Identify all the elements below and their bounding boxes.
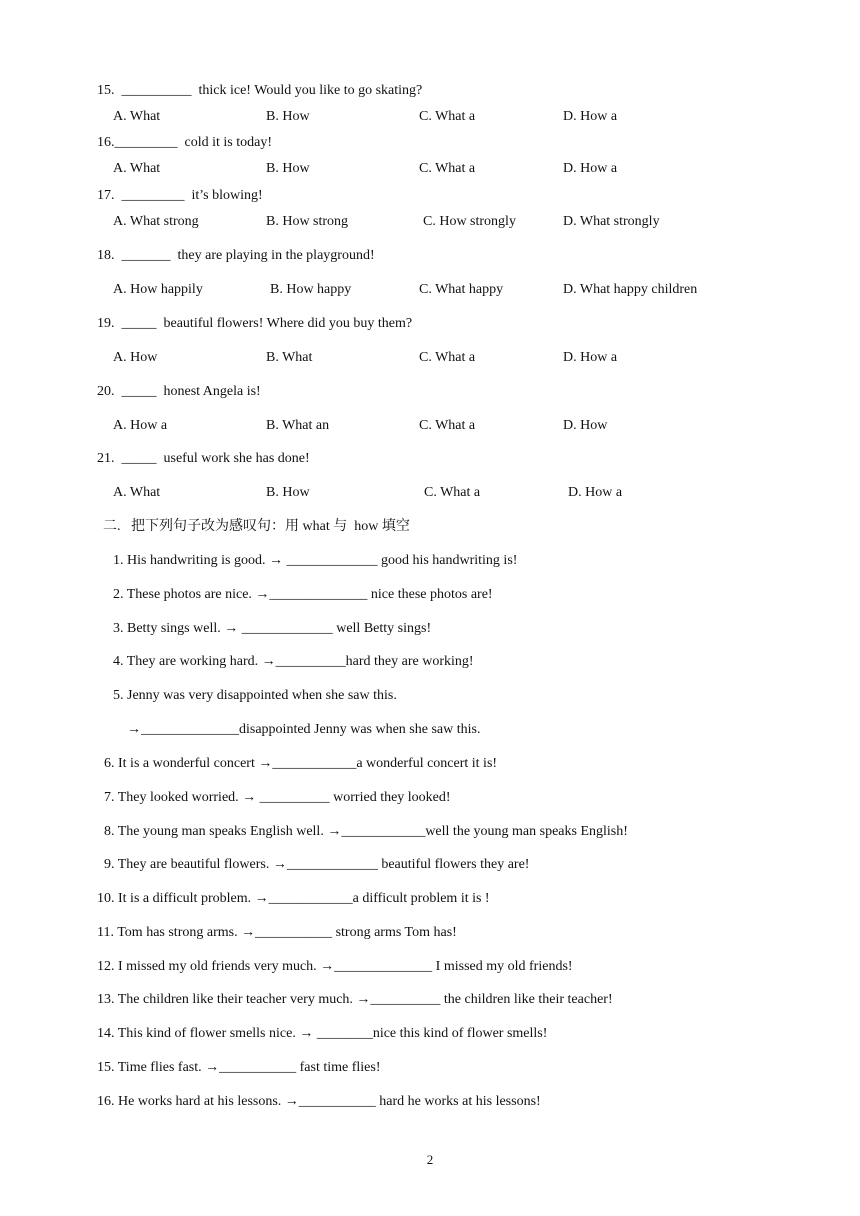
list-item: 6. It is a wonderful concert →____________a wonderful concert it is! (104, 756, 498, 771)
list-item: 1. His handwriting is good. → _____________ good his handwriting is! (113, 553, 518, 568)
option-c: C. How strongly (423, 214, 516, 229)
option-c: C. What a (424, 485, 481, 500)
question-stem: 21. _____ useful work she has done! (97, 451, 310, 466)
section-2-title: 二. 把下列句子改为感叹句：用 what 与 how 填空 (103, 519, 410, 534)
option-a: A. What strong (113, 214, 199, 229)
question-stem: 16._________ cold it is today! (97, 135, 272, 150)
option-d: D. What happy children (563, 282, 698, 297)
list-item: →______________disappointed Jenny was when she saw this. (127, 722, 481, 737)
option-b: B. How strong (266, 214, 349, 229)
question-stem: 15. __________ thick ice! Would you like to go skating? (97, 83, 423, 98)
option-d: D. How a (563, 161, 618, 176)
question-stem: 20. _____ honest Angela is! (97, 384, 261, 399)
list-item: 11. Tom has strong arms. →___________ strong arms Tom has! (97, 925, 457, 940)
option-b: B. How (266, 161, 310, 176)
option-d: D. What strongly (563, 214, 660, 229)
option-d: D. How a (568, 485, 623, 500)
list-item: 3. Betty sings well. → _____________ well Betty sings! (113, 621, 432, 636)
option-b: B. How (266, 485, 310, 500)
option-a: A. What (113, 485, 161, 500)
option-a: A. How a (113, 418, 168, 433)
option-c: C. What a (419, 161, 476, 176)
list-item: 14. This kind of flower smells nice. → ________nice this kind of flower smells! (97, 1026, 548, 1041)
question-stem: 18. _______ they are playing in the playground! (97, 248, 375, 263)
question-stem: 19. _____ beautiful flowers! Where did you buy them? (97, 316, 413, 331)
list-item: 2. These photos are nice. →______________ nice these photos are! (113, 587, 493, 602)
list-item: 15. Time flies fast. →___________ fast time flies! (97, 1060, 381, 1075)
list-item: 4. They are working hard. →__________hard they are working! (113, 654, 474, 669)
option-a: A. What (113, 109, 161, 124)
option-c: C. What a (419, 109, 476, 124)
list-item: 10. It is a difficult problem. →____________a difficult problem it is ! (97, 891, 490, 906)
option-d: D. How a (563, 109, 618, 124)
list-item: 12. I missed my old friends very much. →______________ I missed my old friends! (97, 959, 573, 974)
option-b: B. What an (266, 418, 330, 433)
option-b: B. How happy (270, 282, 352, 297)
question-stem: 17. _________ it’s blowing! (97, 188, 263, 203)
list-item: 8. The young man speaks English well. →____________well the young man speaks English! (104, 824, 628, 839)
option-a: A. How happily (113, 282, 203, 297)
option-c: C. What a (419, 350, 476, 365)
list-item: 7. They looked worried. → __________ worried they looked! (104, 790, 451, 805)
option-a: A. What (113, 161, 161, 176)
option-c: C. What happy (419, 282, 504, 297)
option-d: D. How (563, 418, 608, 433)
option-a: A. How (113, 350, 158, 365)
page-number: 2 (426, 1152, 434, 1167)
list-item: 13. The children like their teacher very much. →__________ the children like their teacher! (97, 992, 613, 1007)
list-item: 16. He works hard at his lessons. →___________ hard he works at his lessons! (97, 1094, 541, 1109)
option-c: C. What a (419, 418, 476, 433)
option-d: D. How a (563, 350, 618, 365)
list-item: 9. They are beautiful flowers. →_____________ beautiful flowers they are! (104, 857, 530, 872)
option-b: B. What (266, 350, 313, 365)
list-item: 5. Jenny was very disappointed when she saw this. (113, 688, 397, 703)
option-b: B. How (266, 109, 310, 124)
